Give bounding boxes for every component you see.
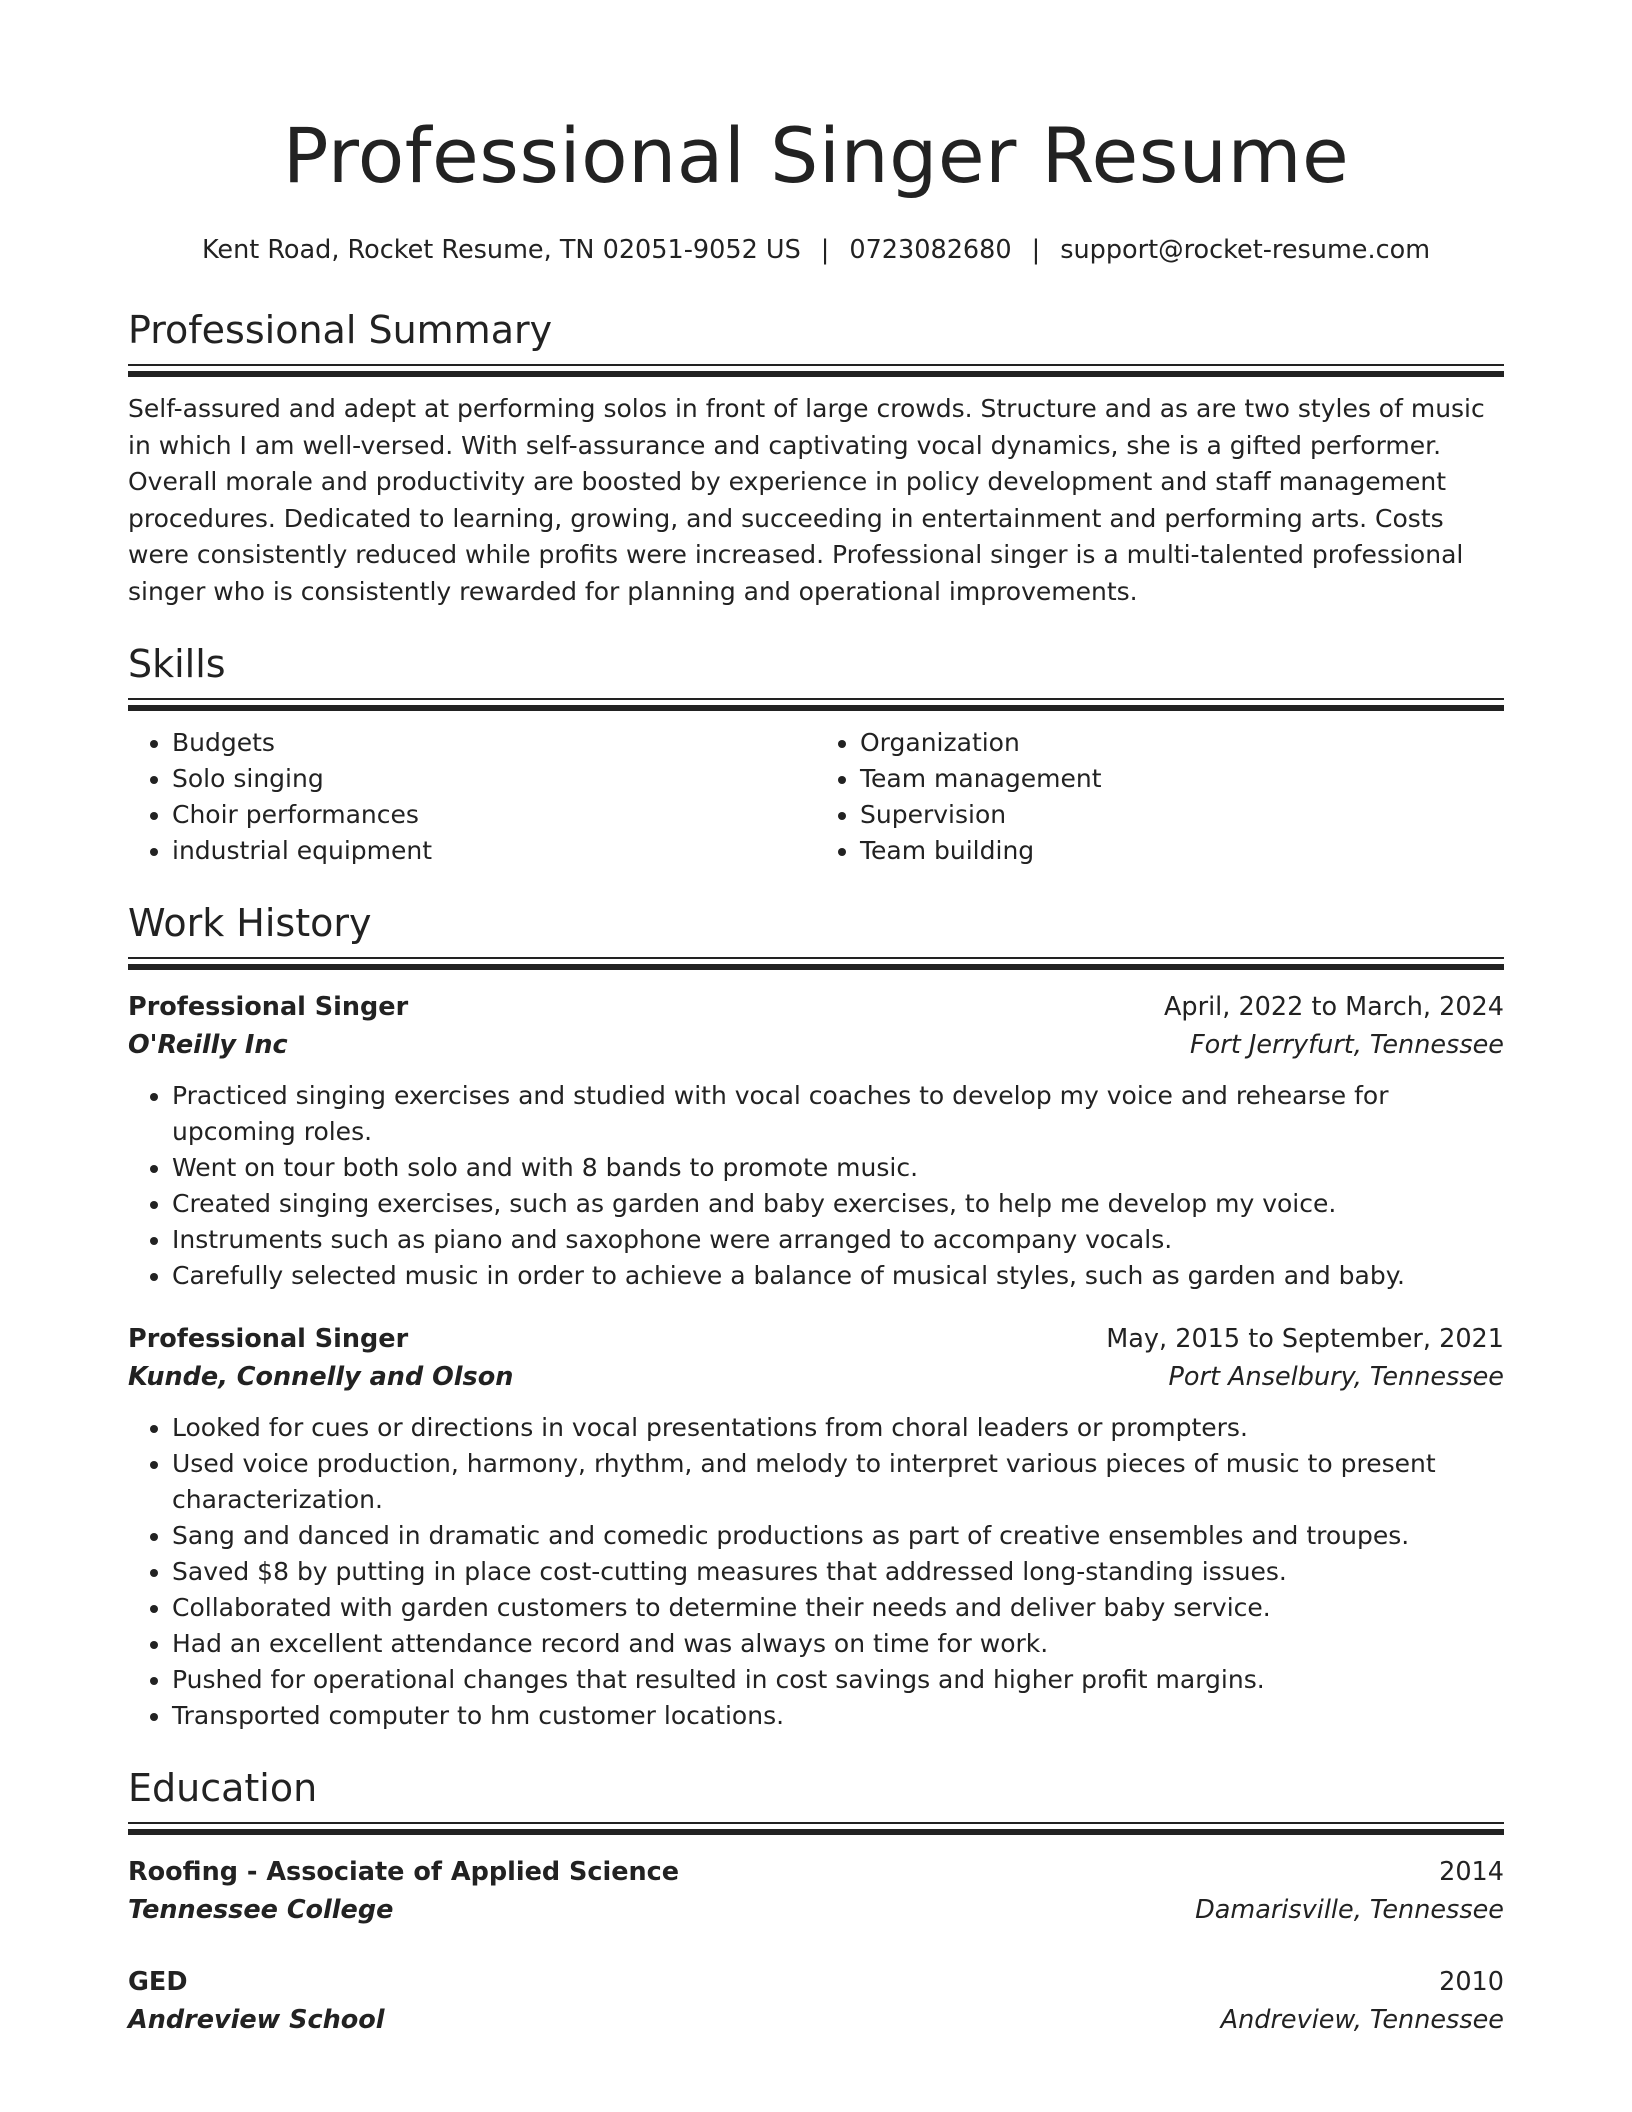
job-bullet: • Went on tour both solo and with 8 bands to promote music. xyxy=(172,1150,1504,1186)
skills-columns xyxy=(128,725,1504,869)
skills-list-right xyxy=(816,725,1504,869)
job-bullet: • Looked for cues or directions in vocal presentations from choral leaders or prompters. xyxy=(172,1410,1504,1446)
job-bullet: • Carefully selected music in order to achieve a balance of musical styles, such as garden and baby. xyxy=(172,1258,1504,1294)
job-bullets xyxy=(128,1078,1504,1294)
job-dates: May, 2015 to September, 2021 xyxy=(1106,1324,1504,1354)
job-location: Fort Jerryfurt, Tennessee xyxy=(1189,1030,1504,1060)
section-rule-thick xyxy=(128,705,1504,711)
education-header-row xyxy=(128,1853,1504,1891)
skill-item: • Choir performances xyxy=(172,797,816,833)
work-section xyxy=(128,899,1504,1734)
skill-item: • Supervision xyxy=(860,797,1504,833)
summary-heading: Professional Summary xyxy=(128,308,553,352)
education-school: Tennessee College xyxy=(128,1895,394,1925)
job-bullet: • Transported computer to hm customer locations. xyxy=(172,1698,1504,1734)
job-bullet: • Used voice production, harmony, rhythm, and melody to interpret various pieces of music to present characterization. xyxy=(172,1446,1504,1518)
contact-phone: 0723082680 xyxy=(849,235,1012,265)
job-company: O'Reilly Inc xyxy=(128,1030,288,1060)
job-bullet: • Collaborated with garden customers to determine their needs and deliver baby service. xyxy=(172,1590,1504,1626)
education-header-row xyxy=(128,1963,1504,2001)
education-school-row xyxy=(128,1891,1504,1929)
skills-list-left xyxy=(128,725,816,869)
education-degree: Roofing - Associate of Applied Science xyxy=(128,1857,680,1887)
skills-heading: Skills xyxy=(128,642,226,686)
education-location: Damarisville, Tennessee xyxy=(1195,1895,1504,1925)
job-bullet: • Saved $8 by putting in place cost-cutting measures that addressed long-standing issues. xyxy=(172,1554,1504,1590)
skill-item: • Team building xyxy=(860,833,1504,869)
job-bullet: • Practiced singing exercises and studied with vocal coaches to develop my voice and rehearse for upcoming roles. xyxy=(172,1078,1504,1150)
section-rule-thin xyxy=(128,364,1504,366)
job-role: Professional Singer xyxy=(128,1324,409,1354)
job-company-row xyxy=(128,1358,1504,1396)
skill-item: • Team management xyxy=(860,761,1504,797)
job-company-row xyxy=(128,1026,1504,1064)
job-bullet: • Instruments such as piano and saxophone were arranged to accompany vocals. xyxy=(172,1222,1504,1258)
section-rule-thin xyxy=(128,1822,1504,1824)
education-location: Andreview, Tennessee xyxy=(1220,2005,1504,2035)
summary-text: Self-assured and adept at performing solos in front of large crowds. Structure and as are two styles of music in which I am well-versed. With self-assurance and captivating vocal dynamics, she is a gifted performer. Overall morale and productivity are boosted by experience in policy development and staff management procedures. Dedicated to learning, growing, and succeeding in entertainment and performing arts. Costs were consistently reduced while profits were increased. Professional singer is a multi-talented professional singer who is consistently rewarded for planning and operational improvements. xyxy=(128,394,1485,606)
education-heading: Education xyxy=(128,1766,318,1810)
contact-separator: | xyxy=(820,235,830,265)
education-degree: GED xyxy=(128,1967,188,1997)
job-bullet: • Pushed for operational changes that resulted in cost savings and higher profit margins. xyxy=(172,1662,1504,1698)
education-school-row xyxy=(128,2001,1504,2039)
resume-title: Professional Singer Resume xyxy=(282,111,1350,200)
skill-item: • Solo singing xyxy=(172,761,816,797)
skill-item: • Organization xyxy=(860,725,1504,761)
skills-section xyxy=(128,640,1504,869)
job-bullets xyxy=(128,1410,1504,1734)
education-entry xyxy=(128,1853,1504,1929)
section-rule-thick xyxy=(128,964,1504,970)
education-school: Andreview School xyxy=(128,2005,385,2035)
job-entry xyxy=(128,988,1504,1294)
contact-line xyxy=(128,232,1504,268)
section-rule-thick xyxy=(128,1829,1504,1835)
section-rule-thin xyxy=(128,698,1504,700)
skill-item: • industrial equipment xyxy=(172,833,816,869)
work-heading: Work History xyxy=(128,901,372,945)
job-company: Kunde, Connelly and Olson xyxy=(128,1362,514,1392)
contact-address: Kent Road, Rocket Resume, TN 02051-9052 US xyxy=(201,235,801,265)
education-year: 2010 xyxy=(1439,1967,1504,1997)
education-entry xyxy=(128,1963,1504,2039)
job-dates: April, 2022 to March, 2024 xyxy=(1163,992,1504,1022)
education-section xyxy=(128,1764,1504,2039)
contact-separator: | xyxy=(1031,235,1041,265)
job-entry xyxy=(128,1320,1504,1734)
job-header-row xyxy=(128,988,1504,1026)
section-rule-thin xyxy=(128,957,1504,959)
summary-section xyxy=(128,306,1504,610)
job-role: Professional Singer xyxy=(128,992,409,1022)
job-bullet: • Had an excellent attendance record and was always on time for work. xyxy=(172,1626,1504,1662)
job-header-row xyxy=(128,1320,1504,1358)
contact-email: support@rocket-resume.com xyxy=(1060,235,1431,265)
job-location: Port Anselbury, Tennessee xyxy=(1168,1362,1504,1392)
section-rule-thick xyxy=(128,371,1504,377)
job-bullet: • Sang and danced in dramatic and comedic productions as part of creative ensembles and troupes. xyxy=(172,1518,1504,1554)
skill-item: • Budgets xyxy=(172,725,816,761)
education-year: 2014 xyxy=(1439,1857,1504,1887)
job-bullet: • Created singing exercises, such as garden and baby exercises, to help me develop my voice. xyxy=(172,1186,1504,1222)
